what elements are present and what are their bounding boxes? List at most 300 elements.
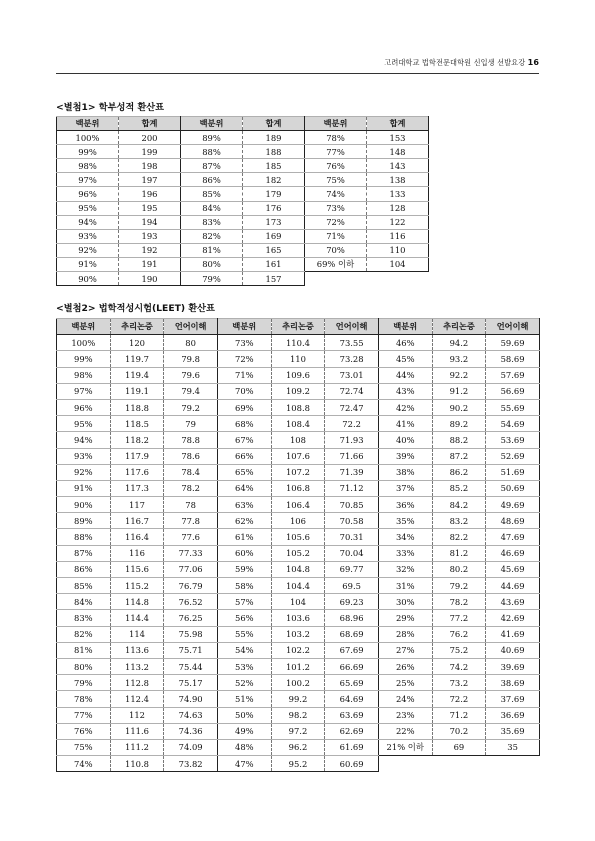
table-cell: 52.69 xyxy=(486,448,540,464)
table-cell: 65.69 xyxy=(325,675,379,691)
table-cell: 111.6 xyxy=(110,723,164,739)
table-cell: 98% xyxy=(57,367,111,383)
table-cell: 76% xyxy=(305,159,367,173)
table-cell: 71.2 xyxy=(432,707,486,723)
table-cell: 112 xyxy=(110,707,164,723)
table-cell: 89% xyxy=(181,131,243,145)
table-cell: 72% xyxy=(217,351,271,367)
table-cell: 79.2 xyxy=(164,399,218,415)
table-cell: 182 xyxy=(243,173,305,187)
table-cell: 107.2 xyxy=(271,464,325,480)
table-cell: 71% xyxy=(305,229,367,243)
table-cell: 111.2 xyxy=(110,739,164,755)
table-row xyxy=(57,480,540,496)
table-cell: 143 xyxy=(367,159,429,173)
table-cell: 105.2 xyxy=(271,545,325,561)
table-cell: 55.69 xyxy=(486,399,540,415)
header-divider xyxy=(56,73,539,74)
table-cell: 119.1 xyxy=(110,383,164,399)
table-cell: 188 xyxy=(243,145,305,159)
table-cell: 78% xyxy=(305,131,367,145)
table-row xyxy=(57,545,540,561)
table-cell: 94% xyxy=(57,432,111,448)
table-cell: 83.2 xyxy=(432,513,486,529)
table-cell: 56% xyxy=(217,610,271,626)
column-header: 추리논증 xyxy=(110,319,164,335)
table-cell: 39% xyxy=(378,448,432,464)
table-cell: 87% xyxy=(57,545,111,561)
table-row xyxy=(57,691,540,707)
table-cell: 41% xyxy=(378,416,432,432)
table-row xyxy=(57,187,429,201)
table-cell: 96% xyxy=(57,187,119,201)
table-cell: 75.98 xyxy=(164,626,218,642)
table-cell: 69% 이하 xyxy=(305,257,367,271)
column-header: 언어이해 xyxy=(486,319,540,335)
table-cell: 91.2 xyxy=(432,383,486,399)
table-cell: 77.2 xyxy=(432,610,486,626)
table-cell: 115.2 xyxy=(110,578,164,594)
table-cell: 110 xyxy=(271,351,325,367)
table-row xyxy=(57,131,429,145)
column-header: 합계 xyxy=(119,117,181,131)
table-cell: 43.69 xyxy=(486,594,540,610)
table-cell: 78.8 xyxy=(164,432,218,448)
table-cell: 107.6 xyxy=(271,448,325,464)
table-cell: 61% xyxy=(217,529,271,545)
table-cell: 73.55 xyxy=(325,335,379,351)
table-cell: 27% xyxy=(378,642,432,658)
table-cell: 100.2 xyxy=(271,675,325,691)
table-cell: 21% 이하 xyxy=(378,739,432,755)
table-row xyxy=(57,642,540,658)
table-row xyxy=(57,610,540,626)
table-cell: 53% xyxy=(217,658,271,674)
table-cell: 88.2 xyxy=(432,432,486,448)
table-cell: 161 xyxy=(243,257,305,271)
table-cell: 116 xyxy=(367,229,429,243)
table-cell: 79.6 xyxy=(164,367,218,383)
table-cell: 106.4 xyxy=(271,497,325,513)
table-cell: 93.2 xyxy=(432,351,486,367)
table-cell: 112.8 xyxy=(110,675,164,691)
table-cell: 30% xyxy=(378,594,432,610)
table-cell: 115.6 xyxy=(110,561,164,577)
table-cell: 49% xyxy=(217,723,271,739)
table-cell: 78% xyxy=(57,691,111,707)
table-cell: 99.2 xyxy=(271,691,325,707)
table-cell: 72.2 xyxy=(432,691,486,707)
table-cell: 68% xyxy=(217,416,271,432)
document-header xyxy=(384,58,539,68)
table-cell: 66% xyxy=(217,448,271,464)
table-cell: 73.82 xyxy=(164,756,218,772)
table-cell: 113.2 xyxy=(110,658,164,674)
table-cell: 97% xyxy=(57,383,111,399)
table-row xyxy=(57,201,429,215)
table-row xyxy=(57,383,540,399)
table-cell: 148 xyxy=(367,145,429,159)
table-cell: 23% xyxy=(378,707,432,723)
table-cell: 76.2 xyxy=(432,626,486,642)
table-cell: 100% xyxy=(57,131,119,145)
table-cell: 98.2 xyxy=(271,707,325,723)
table-cell: 51.69 xyxy=(486,464,540,480)
table-cell: 189 xyxy=(243,131,305,145)
table-cell: 78.2 xyxy=(164,480,218,496)
table-cell: 74.36 xyxy=(164,723,218,739)
table-cell: 79.4 xyxy=(164,383,218,399)
table-cell: 106.8 xyxy=(271,480,325,496)
table-cell: 89.2 xyxy=(432,416,486,432)
table-cell: 193 xyxy=(119,229,181,243)
table-cell: 75.71 xyxy=(164,642,218,658)
table-cell: 25% xyxy=(378,675,432,691)
table-cell: 116 xyxy=(110,545,164,561)
table-cell: 79 xyxy=(164,416,218,432)
table-cell: 117.9 xyxy=(110,448,164,464)
table-cell: 112.4 xyxy=(110,691,164,707)
table-cell: 197 xyxy=(119,173,181,187)
table-cell: 66.69 xyxy=(325,658,379,674)
column-header: 백분위 xyxy=(57,319,111,335)
table-cell: 44% xyxy=(378,367,432,383)
column-header: 언어이해 xyxy=(164,319,218,335)
table-cell: 86% xyxy=(181,173,243,187)
table-cell: 50.69 xyxy=(486,480,540,496)
table-cell: 79.8 xyxy=(164,351,218,367)
table-row xyxy=(57,513,540,529)
table-cell: 57% xyxy=(217,594,271,610)
table-cell: 185 xyxy=(243,159,305,173)
table-cell: 60.69 xyxy=(325,756,379,772)
column-header: 추리논증 xyxy=(432,319,486,335)
table-cell: 195 xyxy=(119,201,181,215)
table-cell: 61.69 xyxy=(325,739,379,755)
column-header: 합계 xyxy=(367,117,429,131)
table-header-row xyxy=(57,117,429,131)
table-row xyxy=(57,367,540,383)
table-cell: 104.4 xyxy=(271,578,325,594)
table-cell: 200 xyxy=(119,131,181,145)
table-cell: 84% xyxy=(181,201,243,215)
table-cell: 69% xyxy=(217,399,271,415)
table-cell: 99% xyxy=(57,145,119,159)
table-cell: 74% xyxy=(305,187,367,201)
table-row xyxy=(57,658,540,674)
table-cell: 110 xyxy=(367,243,429,257)
table-cell: 72.2 xyxy=(325,416,379,432)
table-row xyxy=(57,529,540,545)
table-cell xyxy=(305,272,367,286)
table-row xyxy=(57,675,540,691)
table-cell: 65% xyxy=(217,464,271,480)
table-cell: 87% xyxy=(181,159,243,173)
table-cell: 95.2 xyxy=(271,756,325,772)
table-cell: 36% xyxy=(378,497,432,513)
column-header: 언어이해 xyxy=(325,319,379,335)
table-cell: 78.2 xyxy=(432,594,486,610)
table-cell: 98% xyxy=(57,159,119,173)
table-cell: 76.25 xyxy=(164,610,218,626)
table-cell: 105.6 xyxy=(271,529,325,545)
table-cell: 46% xyxy=(378,335,432,351)
table-row xyxy=(57,351,540,367)
table-cell: 117 xyxy=(110,497,164,513)
table-cell: 79% xyxy=(181,272,243,286)
table-cell: 77.8 xyxy=(164,513,218,529)
table-row xyxy=(57,215,429,229)
table-cell: 119.7 xyxy=(110,351,164,367)
table-cell: 48.69 xyxy=(486,513,540,529)
table-cell: 109.2 xyxy=(271,383,325,399)
table-cell: 81% xyxy=(57,642,111,658)
table-cell: 73.28 xyxy=(325,351,379,367)
table-cell: 69.5 xyxy=(325,578,379,594)
table-cell: 87.2 xyxy=(432,448,486,464)
table-cell: 101.2 xyxy=(271,658,325,674)
table-cell: 40.69 xyxy=(486,642,540,658)
table-row xyxy=(57,159,429,173)
page-number: 16 xyxy=(527,58,539,67)
column-header: 백분위 xyxy=(378,319,432,335)
table-cell: 118.8 xyxy=(110,399,164,415)
table-cell: 117.6 xyxy=(110,464,164,480)
table-cell: 70.58 xyxy=(325,513,379,529)
table-cell: 40% xyxy=(378,432,432,448)
table-cell: 118.5 xyxy=(110,416,164,432)
table-cell: 53.69 xyxy=(486,432,540,448)
table-cell: 55% xyxy=(217,626,271,642)
table-cell: 75.2 xyxy=(432,642,486,658)
table-cell: 24% xyxy=(378,691,432,707)
table-cell: 138 xyxy=(367,173,429,187)
table-cell: 77.6 xyxy=(164,529,218,545)
table-cell: 114.8 xyxy=(110,594,164,610)
table-cell: 72.47 xyxy=(325,399,379,415)
table-cell: 45% xyxy=(378,351,432,367)
table-cell: 68.96 xyxy=(325,610,379,626)
table-cell: 59% xyxy=(217,561,271,577)
table-row xyxy=(57,399,540,415)
table-cell: 78 xyxy=(164,497,218,513)
table-cell: 38% xyxy=(378,464,432,480)
table-cell: 74.09 xyxy=(164,739,218,755)
column-header: 추리논증 xyxy=(271,319,325,335)
table-cell: 196 xyxy=(119,187,181,201)
table-cell: 82% xyxy=(181,229,243,243)
table-cell: 85% xyxy=(57,578,111,594)
table-cell: 58.69 xyxy=(486,351,540,367)
table-cell: 84% xyxy=(57,594,111,610)
table2-title: <별첨2> 법학적성시험(LEET) 환산표 xyxy=(56,303,215,314)
table-cell: 199 xyxy=(119,145,181,159)
table-cell: 73% xyxy=(305,201,367,215)
table-row xyxy=(57,432,540,448)
table-cell: 128 xyxy=(367,201,429,215)
table-cell: 77% xyxy=(305,145,367,159)
table-cell: 103.2 xyxy=(271,626,325,642)
table-cell: 26% xyxy=(378,658,432,674)
table-cell: 74% xyxy=(57,756,111,772)
column-header: 백분위 xyxy=(217,319,271,335)
table-cell: 94% xyxy=(57,215,119,229)
table-cell: 89% xyxy=(57,513,111,529)
table-cell: 82.2 xyxy=(432,529,486,545)
table-cell: 192 xyxy=(119,243,181,257)
table-cell: 85% xyxy=(181,187,243,201)
table-cell: 67.69 xyxy=(325,642,379,658)
table-row xyxy=(57,416,540,432)
table-cell: 108.8 xyxy=(271,399,325,415)
table-cell: 190 xyxy=(119,272,181,286)
undergrad-grade-conversion-table xyxy=(56,116,429,286)
table-cell: 42% xyxy=(378,399,432,415)
table-cell: 118.2 xyxy=(110,432,164,448)
table-cell: 92.2 xyxy=(432,367,486,383)
table-cell: 71% xyxy=(217,367,271,383)
table-cell: 83% xyxy=(57,610,111,626)
table-cell: 103.6 xyxy=(271,610,325,626)
table-cell: 71.39 xyxy=(325,464,379,480)
table-row xyxy=(57,756,540,772)
table-cell: 44.69 xyxy=(486,578,540,594)
table-cell: 36.69 xyxy=(486,707,540,723)
table-cell: 96% xyxy=(57,399,111,415)
table-cell xyxy=(432,756,486,772)
table-cell xyxy=(378,756,432,772)
table-cell: 42.69 xyxy=(486,610,540,626)
table-cell: 69.77 xyxy=(325,561,379,577)
table-cell: 43% xyxy=(378,383,432,399)
table-cell: 59.69 xyxy=(486,335,540,351)
table-cell: 72.74 xyxy=(325,383,379,399)
table-cell: 80 xyxy=(164,335,218,351)
table-cell: 114 xyxy=(110,626,164,642)
table-cell: 79.2 xyxy=(432,578,486,594)
table-cell: 39.69 xyxy=(486,658,540,674)
table-cell: 157 xyxy=(243,272,305,286)
table-cell: 69.23 xyxy=(325,594,379,610)
table-cell: 73.01 xyxy=(325,367,379,383)
table-cell: 90.2 xyxy=(432,399,486,415)
table-cell: 64.69 xyxy=(325,691,379,707)
table-cell: 86.2 xyxy=(432,464,486,480)
table-cell: 29% xyxy=(378,610,432,626)
table-row xyxy=(57,229,429,243)
table-cell: 75% xyxy=(305,173,367,187)
table-cell: 31% xyxy=(378,578,432,594)
table-cell: 95% xyxy=(57,201,119,215)
table-row xyxy=(57,145,429,159)
table-cell: 45.69 xyxy=(486,561,540,577)
table-cell: 99% xyxy=(57,351,111,367)
table-cell: 74.90 xyxy=(164,691,218,707)
table-row xyxy=(57,464,540,480)
leet-conversion-table xyxy=(56,318,540,772)
column-header: 합계 xyxy=(243,117,305,131)
table-cell: 35 xyxy=(486,739,540,755)
table-cell: 46.69 xyxy=(486,545,540,561)
table-row xyxy=(57,448,540,464)
table-cell: 153 xyxy=(367,131,429,145)
table-cell: 69 xyxy=(432,739,486,755)
table-cell: 92% xyxy=(57,243,119,257)
table-cell: 73.2 xyxy=(432,675,486,691)
table-cell: 90% xyxy=(57,497,111,513)
table-cell: 75% xyxy=(57,739,111,755)
table-cell: 62% xyxy=(217,513,271,529)
table-cell: 71.66 xyxy=(325,448,379,464)
table-row xyxy=(57,272,429,286)
table-cell: 51% xyxy=(217,691,271,707)
table-cell: 91% xyxy=(57,480,111,496)
table-cell: 119.4 xyxy=(110,367,164,383)
table-cell: 35% xyxy=(378,513,432,529)
table-cell: 82% xyxy=(57,626,111,642)
table-cell: 58% xyxy=(217,578,271,594)
table-row xyxy=(57,594,540,610)
table-cell: 104 xyxy=(271,594,325,610)
table-cell: 120 xyxy=(110,335,164,351)
table-cell: 86% xyxy=(57,561,111,577)
table-cell: 110.8 xyxy=(110,756,164,772)
table-row xyxy=(57,626,540,642)
table-cell: 70.2 xyxy=(432,723,486,739)
table-row xyxy=(57,335,540,351)
table-cell: 93% xyxy=(57,229,119,243)
table1-title: <별첨1> 학부성적 환산표 xyxy=(56,102,165,113)
table-cell: 72% xyxy=(305,215,367,229)
table-cell: 179 xyxy=(243,187,305,201)
table-cell: 78.4 xyxy=(164,464,218,480)
table-cell: 95% xyxy=(57,416,111,432)
table-cell: 169 xyxy=(243,229,305,243)
table-cell: 90% xyxy=(57,272,119,286)
table-cell: 77% xyxy=(57,707,111,723)
table-cell: 34% xyxy=(378,529,432,545)
table-cell: 88% xyxy=(181,145,243,159)
table-cell: 47.69 xyxy=(486,529,540,545)
table-cell: 70.04 xyxy=(325,545,379,561)
table-cell: 108 xyxy=(271,432,325,448)
table-cell: 102.2 xyxy=(271,642,325,658)
column-header: 백분위 xyxy=(305,117,367,131)
table-cell: 70% xyxy=(305,243,367,257)
table-cell: 116.4 xyxy=(110,529,164,545)
table-cell: 70.85 xyxy=(325,497,379,513)
table-cell: 80% xyxy=(57,658,111,674)
table-cell: 116.7 xyxy=(110,513,164,529)
table-cell: 71.12 xyxy=(325,480,379,496)
table-cell: 114.4 xyxy=(110,610,164,626)
table-cell: 104.8 xyxy=(271,561,325,577)
table-cell xyxy=(486,756,540,772)
table-cell: 173 xyxy=(243,215,305,229)
table-cell: 113.6 xyxy=(110,642,164,658)
table-cell: 104 xyxy=(367,257,429,271)
table-cell: 81% xyxy=(181,243,243,257)
table-cell: 97% xyxy=(57,173,119,187)
table-cell: 48% xyxy=(217,739,271,755)
table-cell: 63.69 xyxy=(325,707,379,723)
table-row xyxy=(57,739,540,755)
table-cell: 57.69 xyxy=(486,367,540,383)
table-cell: 28% xyxy=(378,626,432,642)
table-cell: 176 xyxy=(243,201,305,215)
column-header: 백분위 xyxy=(57,117,119,131)
table-cell: 70% xyxy=(217,383,271,399)
